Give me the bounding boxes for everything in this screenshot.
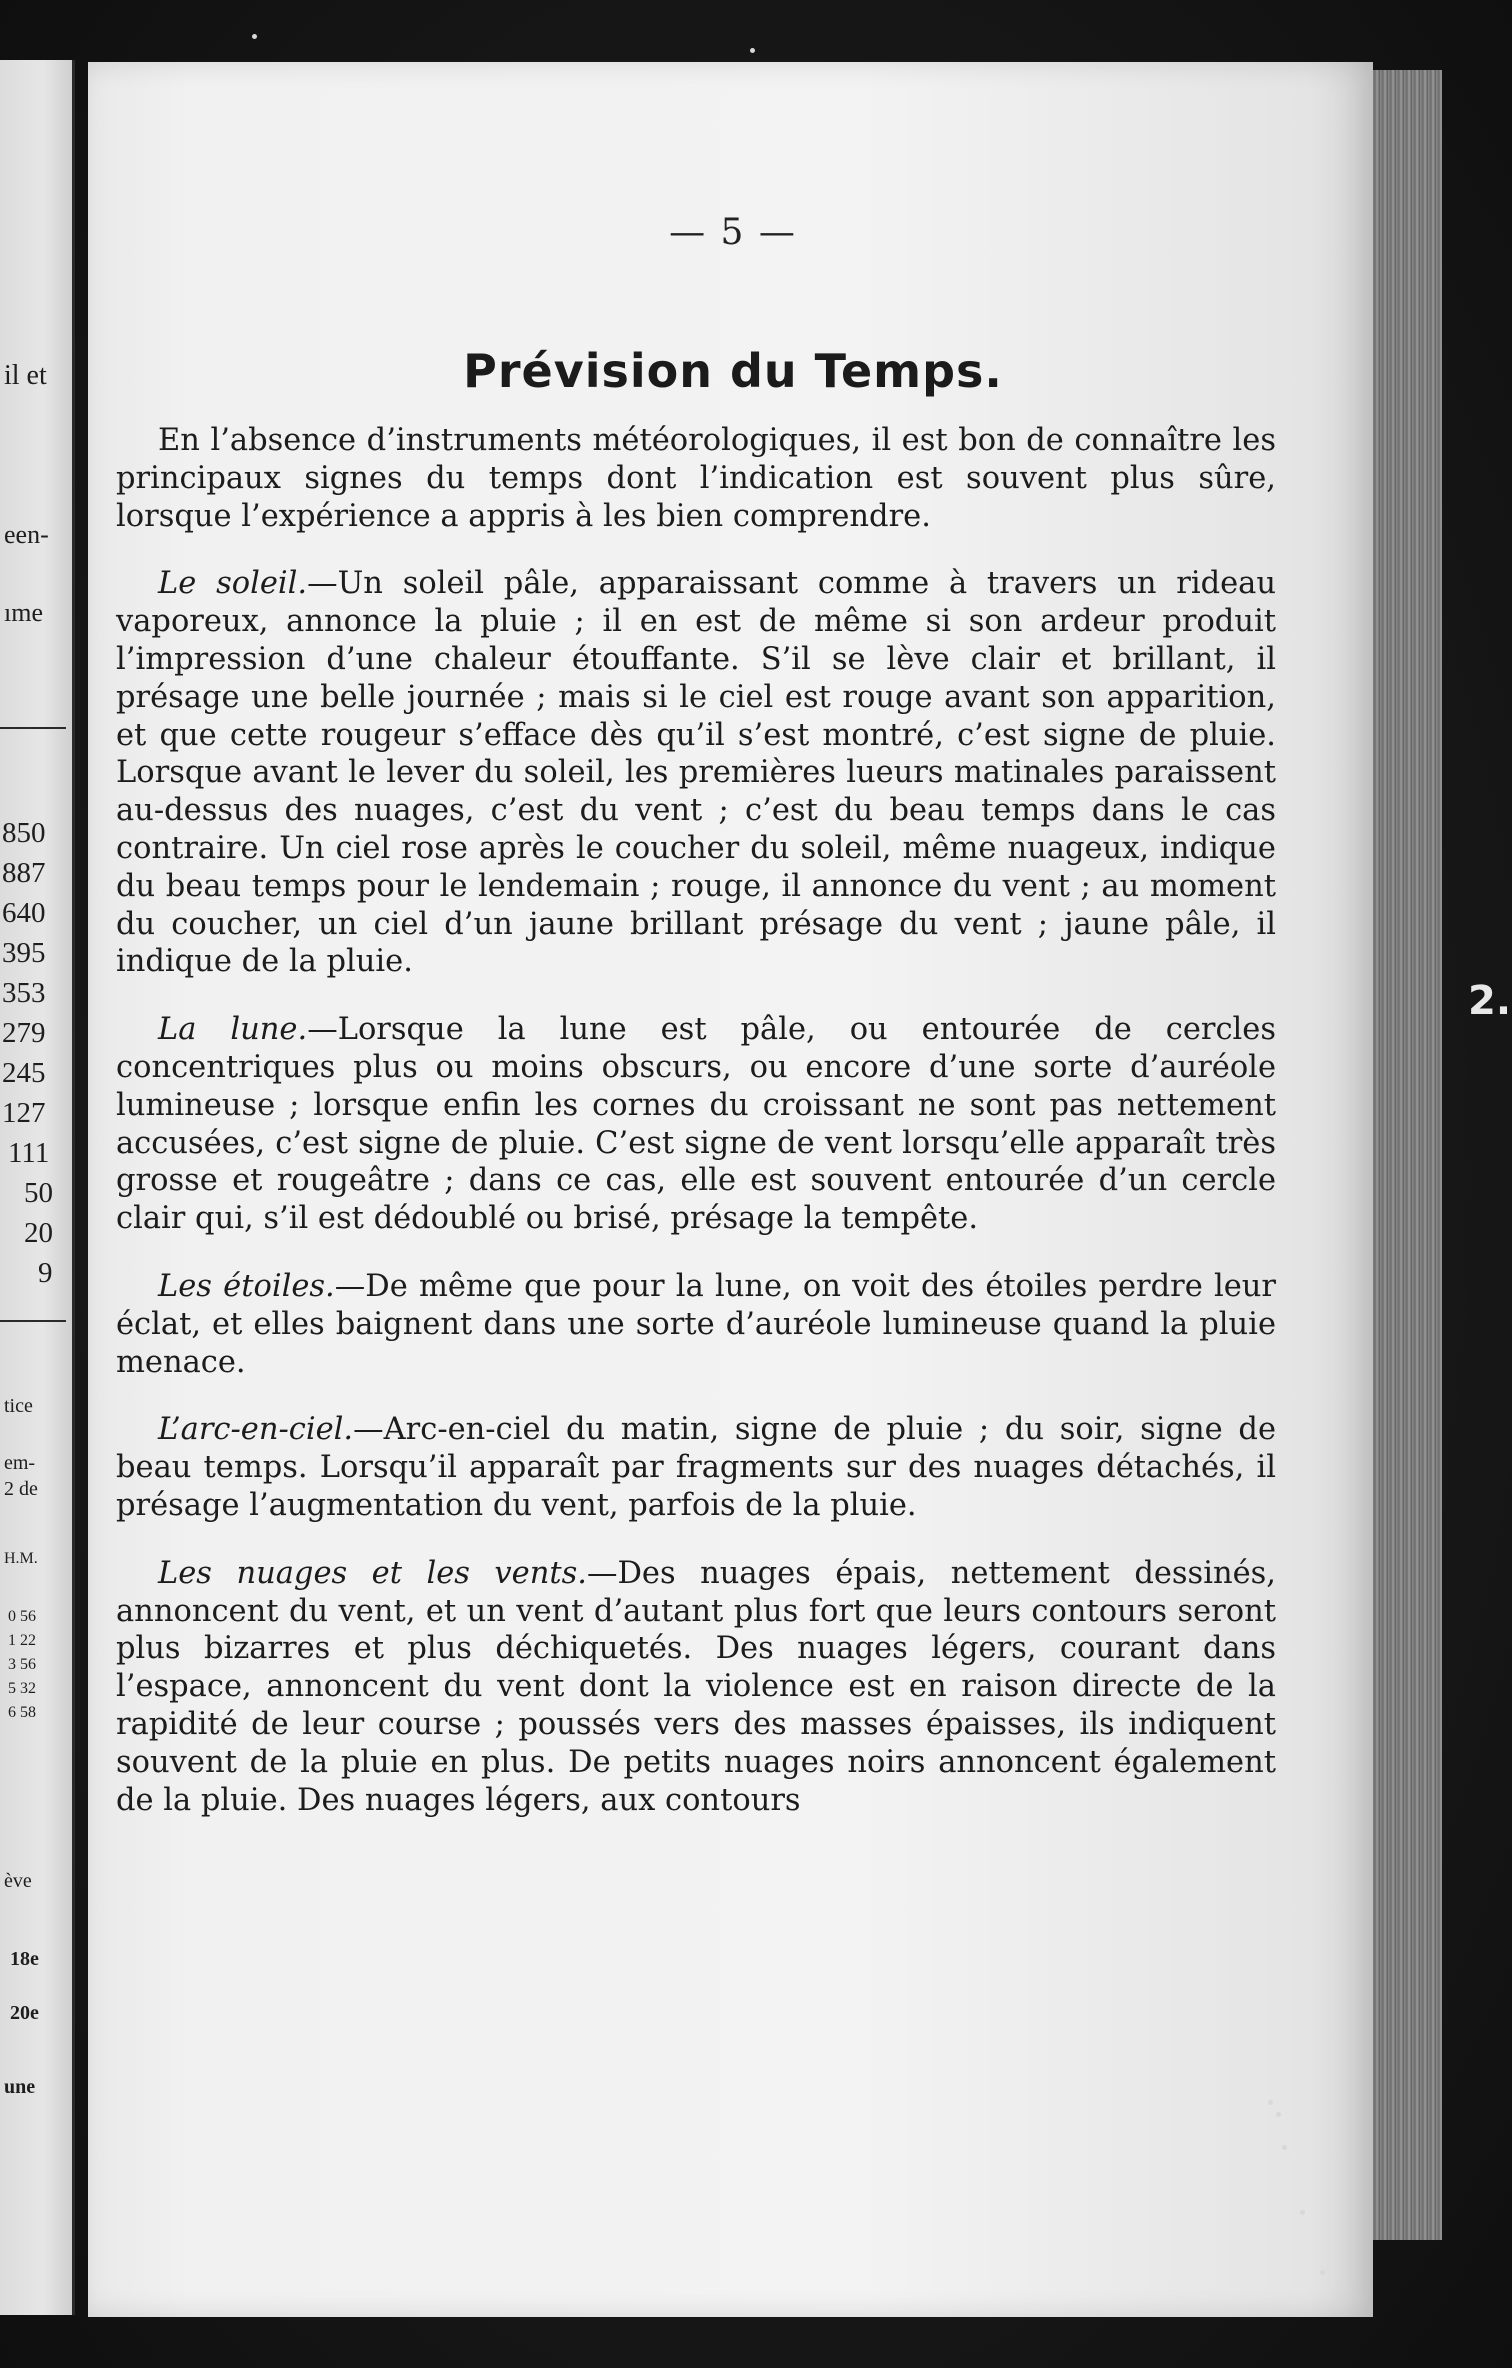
dust-speck: [1268, 2100, 1273, 2105]
paragraph-intro: [116, 422, 1276, 535]
paragraph-lead: Le soleil.: [158, 566, 308, 602]
left-rule: [0, 1320, 66, 1322]
dust-speck: [1276, 2112, 1281, 2117]
left-number: 50: [24, 1177, 53, 1209]
left-facing-page: [0, 60, 75, 2315]
left-fragment: em-: [4, 1452, 36, 1474]
left-time: 3 56: [8, 1656, 36, 1673]
paragraph-lead: L’arc-en-ciel.: [158, 1412, 354, 1448]
paragraph-sun: [116, 565, 1276, 981]
paragraph-text: —Des nuages épais, nettement dessinés, annoncent du vent, et un vent d’autant plus fort que leurs contours seront plus bizarres et plus déchiquetés. Des nuages légers, courant dans l’espace, annoncent du vent dont la violence est en raison directe de la rapidité de leur course ; poussés vers des masses épaisses, ils indiquent souvent de la pluie en plus. De petits nuages noirs annoncent également de la pluie. Des nuages légers, aux contours: [116, 1555, 1276, 1818]
left-number: 353: [2, 977, 46, 1009]
left-fragment: une: [4, 2076, 36, 2098]
left-number: 850: [2, 817, 46, 849]
left-fragment: il et: [4, 360, 47, 391]
dust-speck: [1300, 2210, 1305, 2215]
dust-speck: [252, 34, 257, 39]
left-fragment: ıme: [4, 598, 43, 627]
paragraph-text: —De même que pour la lune, on voit des étoiles perdre leur éclat, et elles baignent dans une sorte d’auréole lumineuse quand la pluie menace.: [116, 1268, 1276, 1380]
left-fragment: 18e: [10, 1948, 39, 1970]
book-page: [88, 62, 1373, 2317]
left-number: 20: [24, 1217, 53, 1249]
left-time: 0 56: [8, 1608, 36, 1625]
dust-speck: [1282, 2145, 1287, 2150]
left-fragment: een-: [4, 520, 49, 549]
paragraph-text: —Lorsque la lune est pâle, ou entourée de cercles concentriques plus ou moins obscurs, ou encore d’une sorte d’auréole lumineuse ; lorsque enfin les cornes du croissant ne sont pas nettement accusées, c’est signe de pluie. C’est signe de vent lorsqu’elle apparaît très grosse et rougeâtre ; dans ce cas, elle est souvent entourée d’un cercle clair qui, s’il est dédoublé ou brisé, présage la tempête.: [116, 1012, 1277, 1237]
left-number: 640: [2, 897, 46, 929]
left-time: 6 58: [8, 1704, 36, 1721]
paragraph-lead: Les étoiles.: [158, 1268, 335, 1304]
paragraph-moon: [116, 1011, 1276, 1238]
dust-speck: [750, 48, 755, 53]
paragraph-lead: La lune.: [158, 1012, 308, 1048]
margin-mark: 2.: [1468, 978, 1512, 1024]
paragraph-text: En l’absence d’instruments météorologiques, il est bon de connaître les principaux signes du temps dont l’indication est souvent plus sûre, lorsque l’expérience a appris à les bien comprendre.: [116, 423, 1276, 534]
dust-speck: [1320, 2270, 1325, 2275]
left-fragment: ève: [4, 1870, 32, 1892]
left-number: 111: [8, 1137, 50, 1169]
left-time: 5 32: [8, 1680, 36, 1697]
left-number: 887: [2, 857, 46, 889]
left-rule: [0, 727, 66, 729]
left-number: 245: [2, 1057, 46, 1089]
left-number: 395: [2, 937, 46, 969]
paragraph-stars: [116, 1268, 1276, 1381]
body-text: [116, 422, 1276, 1849]
left-number: 127: [2, 1097, 46, 1129]
paragraph-text: —Arc-en-ciel du matin, signe de pluie ; du soir, signe de beau temps. Lorsqu’il apparaît par fragments sur des nuages détachés, il présage l’augmentation du vent, parfois de la pluie.: [116, 1412, 1276, 1523]
left-fragment: H.M.: [4, 1550, 38, 1567]
page-number: — 5 —: [669, 212, 797, 253]
left-fragment: 2 de: [4, 1478, 38, 1500]
left-number: 279: [2, 1017, 46, 1049]
paragraph-rainbow: [116, 1411, 1276, 1524]
left-number: 9: [38, 1257, 53, 1289]
paragraph-lead: Les nuages et les vents.: [158, 1555, 587, 1591]
paragraph-text: —Un soleil pâle, apparaissant comme à travers un rideau vaporeux, annonce la pluie ; il en est de même si son ardeur produit l’impression d’une chaleur étouffante. S’il se lève clair et brillant, il présage une belle journée ; mais si le ciel est rouge avant son apparition, et que cette rougeur s’efface dès qu’il s’est montré, c’est signe de pluie. Lorsque avant le lever du soleil, les premières lueurs matinales paraissent au-dessus des nuages, c’est du vent ; c’est du beau temps dans le cas contraire. Un ciel rose après le coucher du soleil, même nuageux, indique du beau temps pour le lendemain ; rouge, il annonce du vent ; au moment du coucher, un ciel d’un jaune brillant présage du vent ; jaune pâle, il indique de la pluie.: [116, 566, 1276, 980]
paragraph-clouds-winds: [116, 1555, 1276, 1820]
left-fragment: 20e: [10, 2002, 39, 2024]
left-time: 1 22: [8, 1632, 36, 1649]
left-fragment: tice: [4, 1395, 33, 1417]
page-title: Prévision du Temps.: [463, 344, 1003, 398]
